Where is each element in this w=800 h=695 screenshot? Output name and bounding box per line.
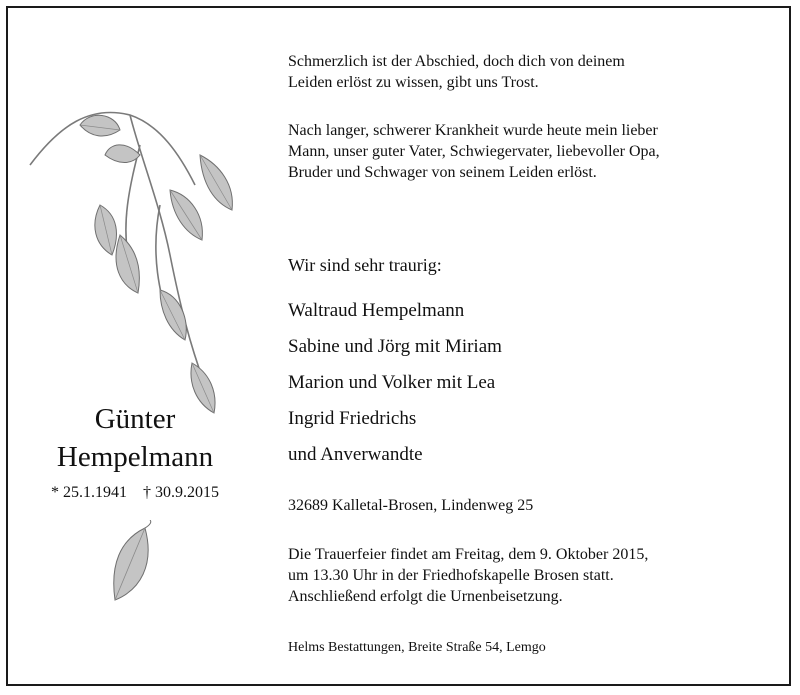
funeral-home: Helms Bestattungen, Breite Straße 54, Lemgo [288, 640, 546, 655]
birth-date: * 25.1.1941 [51, 484, 127, 501]
mourners-list [288, 297, 502, 477]
life-dates [30, 484, 240, 502]
intro-line: Mann, unser guter Vater, Schwiegervater, liebevoller Opa, [288, 143, 660, 160]
service-line: Anschließend erfolgt die Urnenbeisetzung. [288, 588, 563, 605]
mourners-intro: Wir sind sehr traurig: [288, 255, 442, 275]
mourner: Waltraud Hempelmann [288, 300, 465, 321]
intro-line: Nach langer, schwerer Krankheit wurde heute mein lieber [288, 122, 658, 139]
verse [288, 51, 625, 93]
mourner: Ingrid Friedrichs [288, 408, 417, 429]
deceased-first-name: Günter [94, 403, 176, 435]
birch-branch-icon [20, 95, 250, 415]
mourner: Marion und Volker mit Lea [288, 372, 496, 393]
falling-leaf-icon [100, 520, 170, 610]
mourner: Sabine und Jörg mit Miriam [288, 336, 502, 357]
intro-text [288, 120, 660, 183]
service-line: Die Trauerfeier findet am Freitag, dem 9. Oktober 2015, [288, 546, 649, 563]
mourner: und Anverwandte [288, 444, 423, 465]
intro-line: Bruder und Schwager von seinem Leiden erlöst. [288, 164, 597, 181]
death-date: † 30.9.2015 [143, 484, 219, 501]
service-line: um 13.30 Uhr in der Friedhofskapelle Brosen statt. [288, 567, 614, 584]
address: 32689 Kalletal-Brosen, Lindenweg 25 [288, 497, 534, 514]
deceased-last-name: Hempelmann [56, 441, 214, 473]
verse-line: Schmerzlich ist der Abschied, doch dich von deinem [288, 53, 625, 70]
deceased-name [30, 400, 240, 476]
service-info [288, 544, 648, 607]
verse-line: Leiden erlöst zu wissen, gibt uns Trost. [288, 74, 539, 91]
